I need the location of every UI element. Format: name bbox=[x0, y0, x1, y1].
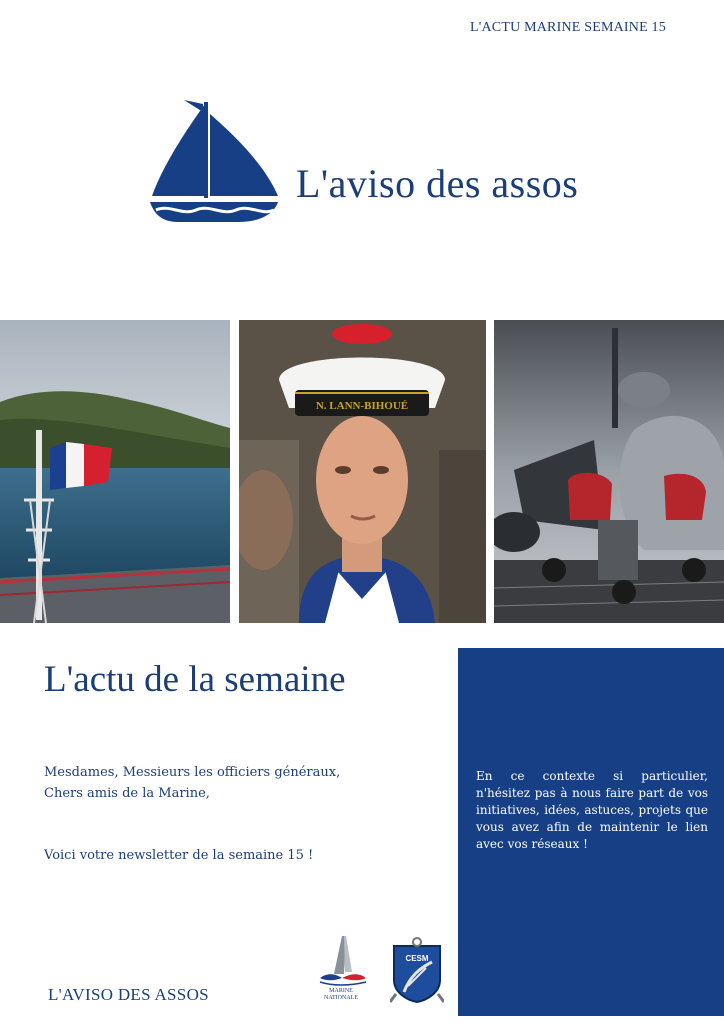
sailboat-icon bbox=[148, 98, 280, 230]
sidebar-panel bbox=[458, 648, 724, 1016]
photo-rafale-jet bbox=[494, 320, 724, 623]
cap-band-text: N. LANN-BIHOUÉ bbox=[315, 400, 409, 412]
greeting-line: Mesdames, Messieurs les officiers généraux, bbox=[44, 765, 341, 780]
photo-ship-deck bbox=[0, 320, 230, 623]
sidebar-text: En ce contexte si particulier, n'hésitez pas à nous faire part de vos initiatives, idées, astuces, projets que vous avez afin de maintenir le lien avec vos réseaux ! bbox=[476, 769, 708, 851]
cesm-logo-text: CESM bbox=[405, 954, 429, 963]
header-tag: L'ACTU MARINE SEMAINE 15 bbox=[470, 20, 666, 35]
photo-sailor-portrait bbox=[239, 320, 486, 623]
greeting-line: Chers amis de la Marine, bbox=[44, 786, 210, 801]
section-title: L'actu de la semaine bbox=[44, 659, 346, 700]
newsletter-line: Voici votre newsletter de la semaine 15 ! bbox=[44, 848, 314, 863]
logo-title: L'aviso des assos bbox=[296, 161, 579, 206]
footer-label: L'AVISO DES ASSOS bbox=[48, 985, 209, 1004]
marine-logo-text: MARINE NATIONALE bbox=[324, 988, 358, 1001]
cesm-logo bbox=[390, 936, 444, 1004]
marine-nationale-logo bbox=[312, 934, 370, 1006]
